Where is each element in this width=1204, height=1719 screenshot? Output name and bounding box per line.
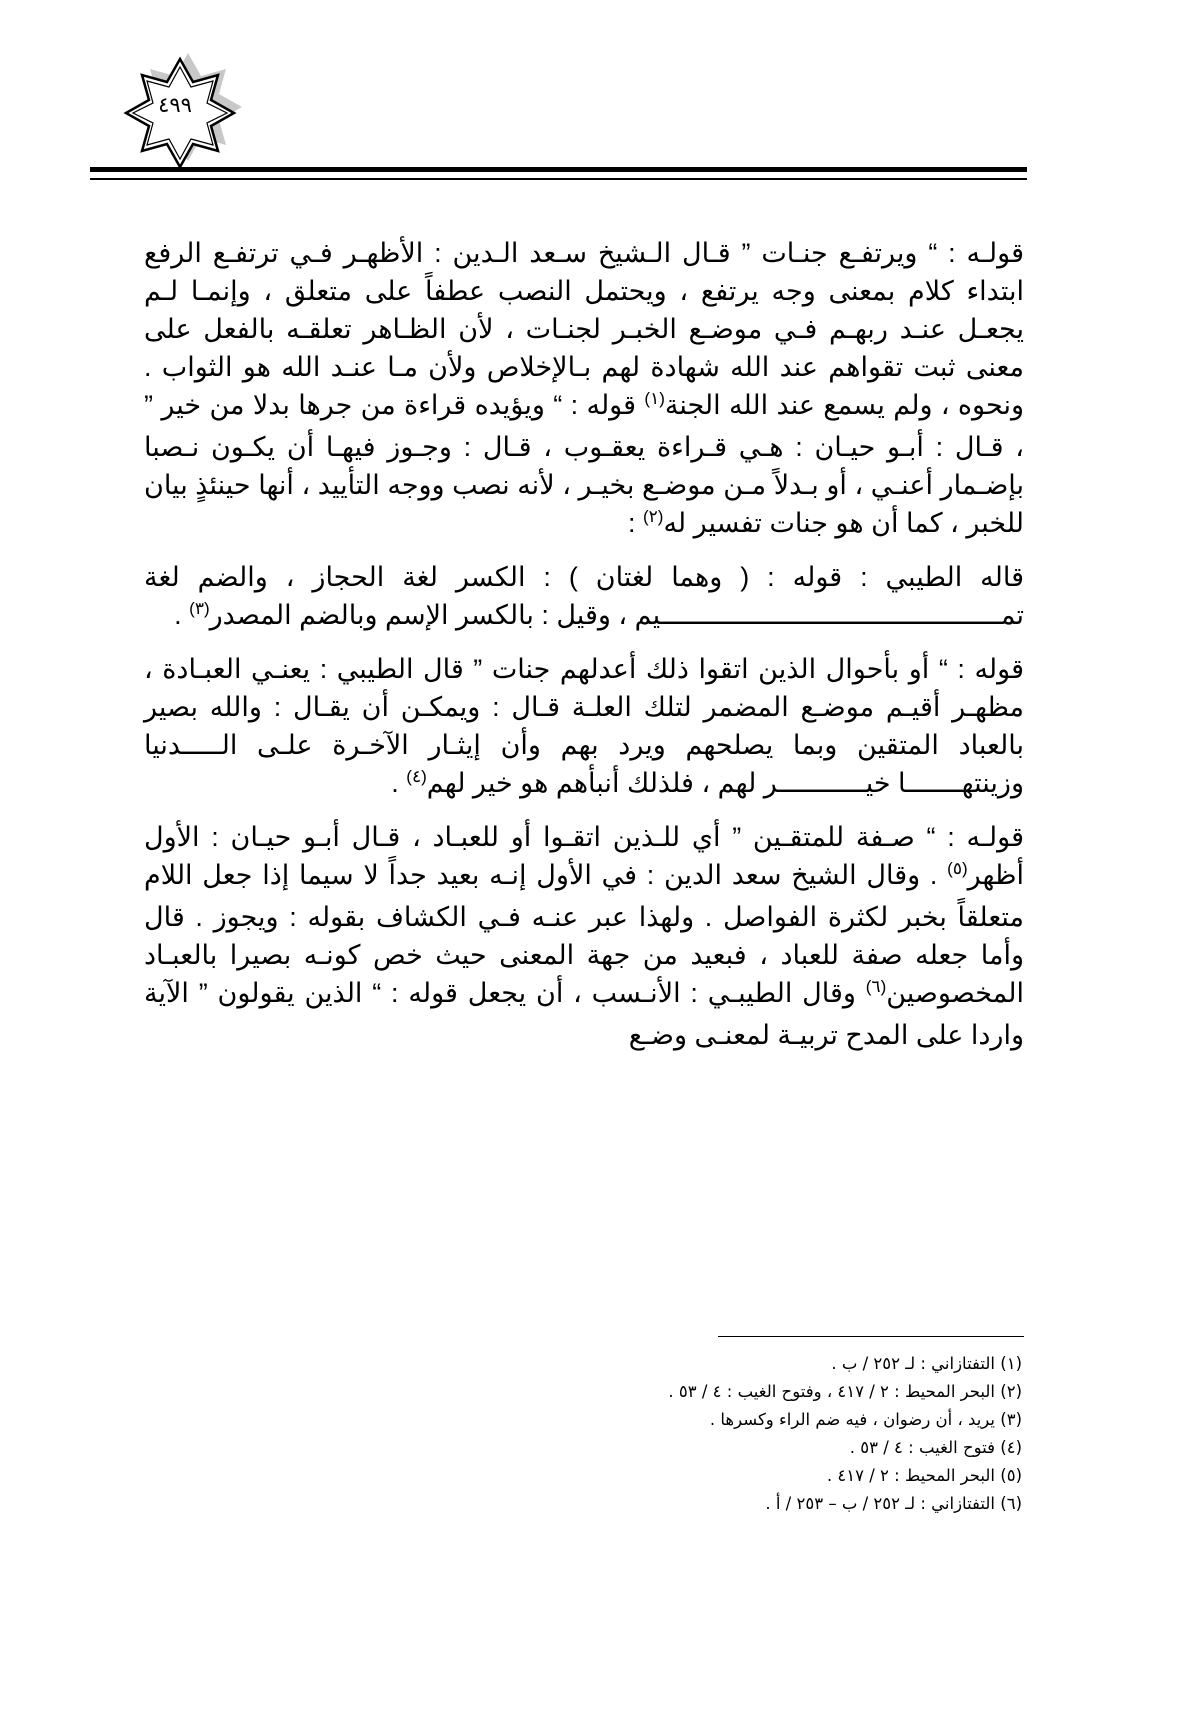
paragraph-text: قولـه : “ صـفة للمتقـين ” أي للـذين اتقـوا أو للعبـاد ، قـال أبـو حيـان : الأول أظهر: [144, 822, 1024, 890]
paragraph-text: .: [174, 600, 190, 630]
footnote-2: (٢) البحر المحيط : ٢ / ٤١٧ ، وفتوح الغيب : ٤ / ٥٣ .: [668, 1382, 1022, 1401]
footnote-ref-3: (٣): [189, 599, 210, 618]
footnote-ref-2: (٢): [642, 507, 664, 526]
paragraph-text: . وقال الشيخ سعد الدين : في الأول إنـه بعيد جداً لا سيما إذا جعل اللام متعلقاً بخبر لكثرة الفواصل . ولهذا عبر عنـه فـي الكشاف بقوله : ويجوز . قال وأما جعله صفة للعباد ، فبعيد من جهة المعنى حيث خص كونـه بصيرا بالعبـاد المخصوصين: [144, 860, 1024, 1008]
paragraph-text: قوله : “ ويؤيده قراءة من جرها بدلا من خير ” ، قـال : أبـو حيـان : هـي قـراءة يعقـوب ، قـال : وجـوز فيهـا أن يكـون نـصبا بإضـمار أعنـي ، أو بـدلاً مـن موضـع بخيـر ، لأنه نصب ووجه التأييد ، أنها حينئذٍ بيان للخبر ، كما أن هو جنات تفسير له: [144, 390, 1024, 538]
footnote-ref-4: (٤): [406, 767, 427, 786]
paragraph-text: قاله الطيبي : قوله : ( وهما لغتان ) : الكسر لغة الحجاز ، والضم لغة تمـــــــــــــــــــــــــــــــــــــــــــيم ، وقيل : بالكسر الإسم وبالضم المصدر: [144, 562, 1024, 630]
paragraph-2: [144, 558, 1024, 638]
paragraph-text: :: [627, 508, 643, 538]
paragraph-1: [144, 234, 1024, 546]
footnote-6: (٦) التفتازاني : لـ ٢٥٢ / ب – ٢٥٣ / أ .: [765, 1494, 1022, 1513]
paragraph-text: قولـه : “ ويرتفـع جنـات ” قـال الـشيخ سـعد الـدين : الأظهـر فـي ترتفـع الرفع ابتداء كلام بمعنى وجه يرتفع ، ويحتمل النصب عطفاً على متعلق ، وإنمـا لـم يجعـل عنـد ربهـم فـي موضـع الخبـر لجنـات ، لأن الظـاهر تعلقـه بالفعل على معنى ثبت تقواهم عند الله شهادة لهم بـالإخلاص ولأن مـا عنـد الله هو الثواب . ونحوه ، ولم يسمع عند الله الجنة: [144, 238, 1024, 420]
footnote-4: (٤) فتوح الغيب : ٤ / ٥٣ .: [849, 1438, 1022, 1457]
paragraph-4: [144, 818, 1024, 1054]
page-number-badge: [105, 45, 255, 185]
footnote-ref-6: (٦): [865, 977, 887, 996]
footnote-separator: [718, 1336, 1024, 1337]
footnote-ref-1: (١): [644, 389, 665, 408]
paragraph-text: قوله : “ أو بأحوال الذين اتقوا ذلك أعدلهم جنات ” قال الطيبي : يعنـي العبـادة ، مظهـر أقيـم موضـع المضمر لتلك العلـة قـال : ويمكـن أن يقـال : والله بصير بالعباد المتقين وبما يصلحهم ويرد بهم وأن إيثـار الآخـرة علـى الـــــدنيا وزينتهـــــــا خيـــــــــــر لهم ، فلذلك أنبأهم هو خير لهم: [144, 654, 1024, 798]
footnotes: [400, 1350, 1022, 1518]
paragraph-text: وقال الطيبـي : الأنـسب ، أن يجعل قوله : “ الذين يقولون ” الآية واردا على المدح تربيـة لمعنـى وضـع: [144, 978, 1024, 1050]
header-rule-thick: [90, 167, 1027, 172]
footnote-5: (٥) البحر المحيط : ٢ / ٤١٧ .: [826, 1466, 1022, 1485]
body-text: [144, 234, 1024, 1054]
page-number: ٤٩٩: [158, 93, 192, 117]
footnote-3: (٣) يريد ، أن رضوان ، فيه ضم الراء وكسرها .: [709, 1410, 1022, 1429]
paragraph-3: [144, 650, 1024, 806]
footnote-ref-5: (٥): [947, 859, 968, 878]
paragraph-text: .: [391, 768, 407, 798]
footnote-1: (١) التفتازاني : لـ ٢٥٢ / ب .: [831, 1354, 1022, 1373]
header-rule-thin: [90, 178, 1027, 180]
